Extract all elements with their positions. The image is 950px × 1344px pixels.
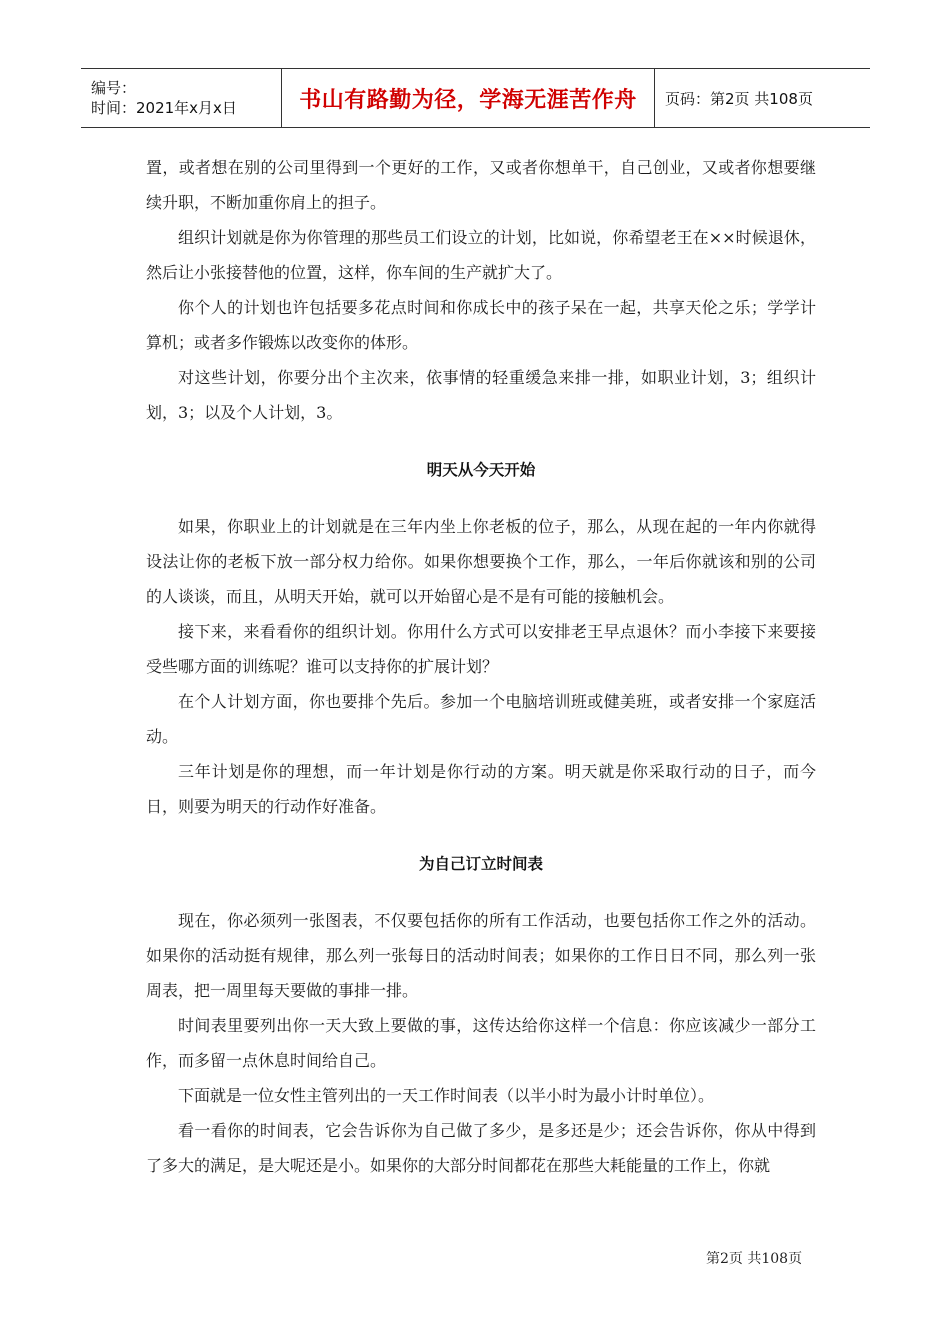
body-paragraph: 三年计划是你的理想，而一年计划是你行动的方案。明天就是你采取行动的日子，而今日，则要为明天的行动作好准备。 — [146, 762, 816, 816]
body-paragraph: 如果，你职业上的计划就是在三年内坐上你老板的位子，那么，从现在起的一年内你就得设法让你的老板下放一部分权力给你。如果你想要换个工作，那么，一年后你就该和别的公司的人谈谈，而且，从明天开始，就可以开始留心是不是有可能的接触机会。 — [146, 517, 816, 606]
body-paragraph: 现在，你必须列一张图表，不仅要包括你的所有工作活动，也要包括你工作之外的活动。如果你的活动挺有规律，那么列一张每日的活动时间表；如果你的工作日日不同，那么列一张周表，把一周里每天要做的事排一排。 — [146, 911, 816, 1000]
motto-text: 书山有路勤为径，学海无涯苦作舟 — [299, 87, 637, 113]
document-time-label: 时间：2021年x月x日 — [91, 99, 237, 117]
header-meta — [81, 69, 282, 127]
header-motto — [282, 69, 655, 127]
body-paragraph: 置，或者想在别的公司里得到一个更好的工作，又或者你想单干，自己创业，又或者你想要继续升职，不断加重你肩上的担子。 — [146, 158, 816, 212]
document-number-label: 编号： — [91, 79, 137, 97]
footer-page-number: 第2页 共108页 — [706, 1251, 803, 1267]
page-footer — [706, 1248, 802, 1268]
body-paragraph: 在个人计划方面，你也要排个先后。参加一个电脑培训班或健美班，或者安排一个家庭活动。 — [146, 692, 816, 746]
body-paragraph: 对这些计划，你要分出个主次来，依事情的轻重缓急来排一排，如职业计划，3；组织计划，3；以及个人计划，3。 — [146, 368, 816, 422]
body-paragraph: 看一看你的时间表，它会告诉你为自己做了多少，是多还是少；还会告诉你，你从中得到了多大的满足，是大呢还是小。如果你的大部分时间都花在那些大耗能量的工作上，你就 — [146, 1121, 816, 1175]
body-paragraph: 你个人的计划也许包括要多花点时间和你成长中的孩子呆在一起，共享天伦之乐；学学计算机；或者多作锻炼以改变你的体形。 — [146, 298, 816, 352]
header-page-info — [655, 69, 870, 127]
document-body — [146, 150, 816, 1183]
body-paragraph: 接下来，来看看你的组织计划。你用什么方式可以安排老王早点退休？而小李接下来要接受些哪方面的训练呢？谁可以支持你的扩展计划？ — [146, 622, 816, 676]
section-heading: 为自己订立时间表 — [418, 855, 543, 873]
body-paragraph: 下面就是一位女性主管列出的一天工作时间表（以半小时为最小计时单位）。 — [178, 1086, 715, 1105]
body-paragraph: 时间表里要列出你一天大致上要做的事，这传达给你这样一个信息：你应该减少一部分工作，而多留一点休息时间给自己。 — [146, 1016, 816, 1070]
section-heading: 明天从今天开始 — [426, 461, 536, 479]
header-page-number: 页码：第2页 共108页 — [665, 89, 813, 108]
body-paragraph: 组织计划就是你为你管理的那些员工们设立的计划，比如说，你希望老王在××时候退休，然后让小张接替他的位置，这样，你车间的生产就扩大了。 — [146, 228, 816, 282]
page-header — [81, 68, 870, 128]
